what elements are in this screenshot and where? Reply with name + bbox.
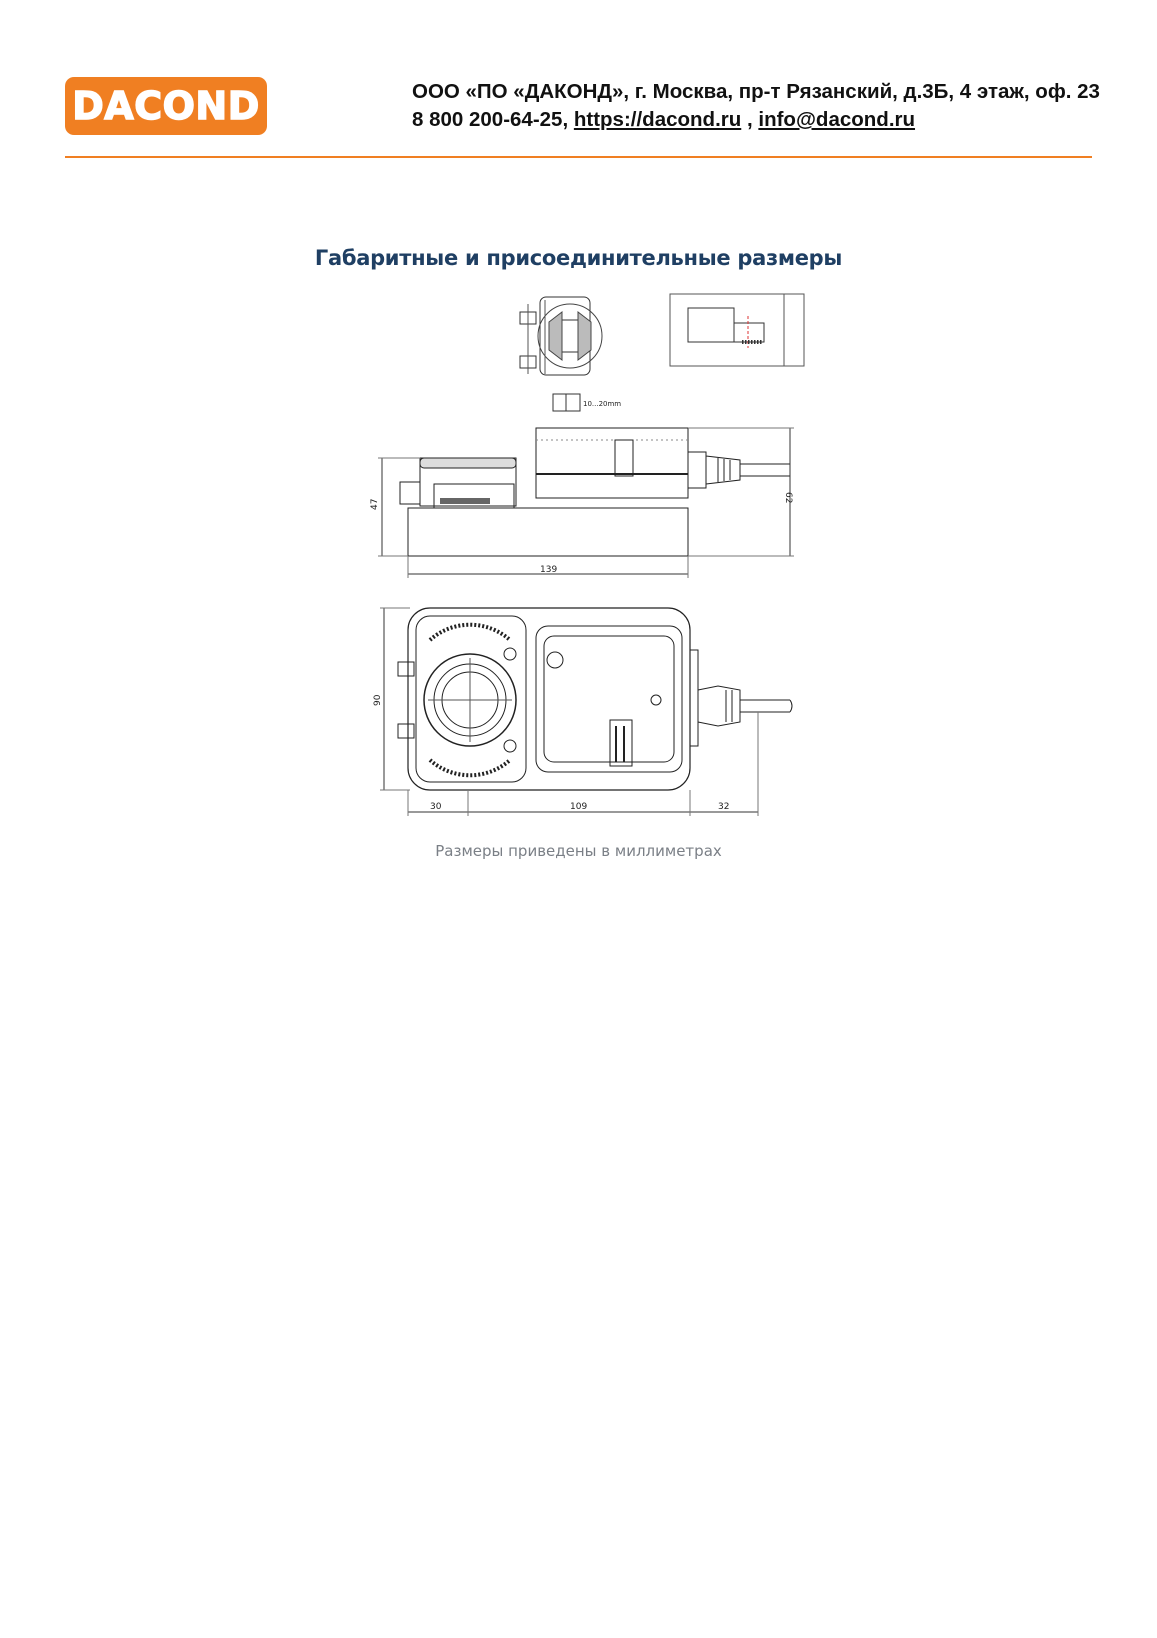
actuator-side-view bbox=[370, 428, 794, 578]
dim-bottom-mid: 109 bbox=[570, 802, 588, 812]
actuator-top-view bbox=[373, 608, 792, 816]
dim-bottom-left: 30 bbox=[430, 802, 442, 812]
dim-height-left: 47 bbox=[370, 498, 380, 510]
dim-height-right: 62 bbox=[783, 492, 793, 504]
units-caption: Размеры приведены в миллиметрах bbox=[435, 842, 722, 860]
page-title: Габаритные и присоединительные размеры bbox=[314, 246, 843, 270]
email-link[interactable]: info@dacond.ru bbox=[758, 108, 916, 131]
clamp-front-view bbox=[520, 297, 602, 375]
logo-text: DACOND bbox=[72, 84, 260, 128]
dim-width: 90 bbox=[373, 694, 383, 706]
company-address: ООО «ПО «ДАКОНД», г. Москва, пр-т Рязанский, д.3Б, 4 этаж, оф. 23 bbox=[412, 80, 1100, 103]
shaft-range-label: 10...20mm bbox=[583, 400, 622, 408]
dacond-logo[interactable] bbox=[65, 77, 267, 135]
dim-bottom-right: 32 bbox=[718, 802, 730, 812]
website-link[interactable]: https://dacond.ru bbox=[573, 108, 742, 131]
contact-separator: , bbox=[746, 108, 753, 131]
clamp-side-view bbox=[670, 294, 804, 366]
actuator-dimension-drawing bbox=[360, 286, 820, 816]
dim-length: 139 bbox=[540, 565, 558, 575]
header-divider bbox=[65, 156, 1092, 158]
shaft-range-note bbox=[553, 394, 621, 411]
contact-line bbox=[412, 106, 1112, 134]
company-header bbox=[412, 78, 1112, 134]
phone-number: 8 800 200-64-25, bbox=[412, 108, 569, 131]
